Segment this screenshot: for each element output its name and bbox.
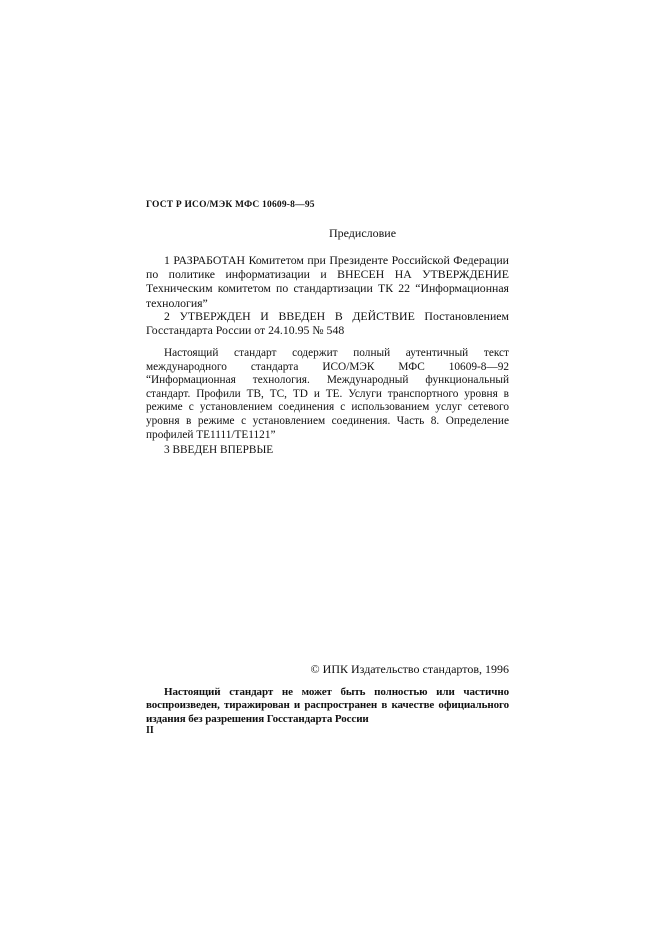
page-title: Предисловие	[328, 226, 397, 240]
paragraph-standard-content: Настоящий стандарт содержит полный аутентичный текст международного стандарта ИСО/МЭК МФС 10609-8—92 “Информационная технология. Международный функциональный стандарт. Профили ТВ, ТС, TD и ТЕ. Услуги транспортного уровня в режиме с установлением соединения с использованием услуг сетевого уровня в режиме с установлением соединения. Часть 8. Определение профилей ТЕ1111/ТЕ1121”	[146, 347, 509, 441]
paragraph-introduced-first: 3 ВВЕДЕН ВПЕРВЫЕ	[164, 444, 274, 456]
paragraph-developed-by: 1 РАЗРАБОТАН Комитетом при Президенте Российской Федерации по политике информатизации и ВНЕСЕН НА УТВЕРЖДЕНИЕ Техническим комитетом по стандартизации ТК 22 “Информационная технология”	[146, 253, 509, 310]
standard-code-header: ГОСТ Р ИСО/МЭК МФС 10609-8—95	[146, 200, 315, 210]
page-number: II	[146, 725, 154, 736]
paragraph-approved: 2 УТВЕРЖДЕН И ВВЕДЕН В ДЕЙСТВИЕ Постановлением Госстандарта России от 24.10.95 № 548	[146, 309, 509, 338]
reproduction-notice: Настоящий стандарт не может быть полностью или частично воспроизведен, тиражирован и распространен в качестве официального издания без разрешения Госстандарта России	[146, 686, 509, 725]
copyright-line: © ИПК Издательство стандартов, 1996	[310, 662, 509, 676]
